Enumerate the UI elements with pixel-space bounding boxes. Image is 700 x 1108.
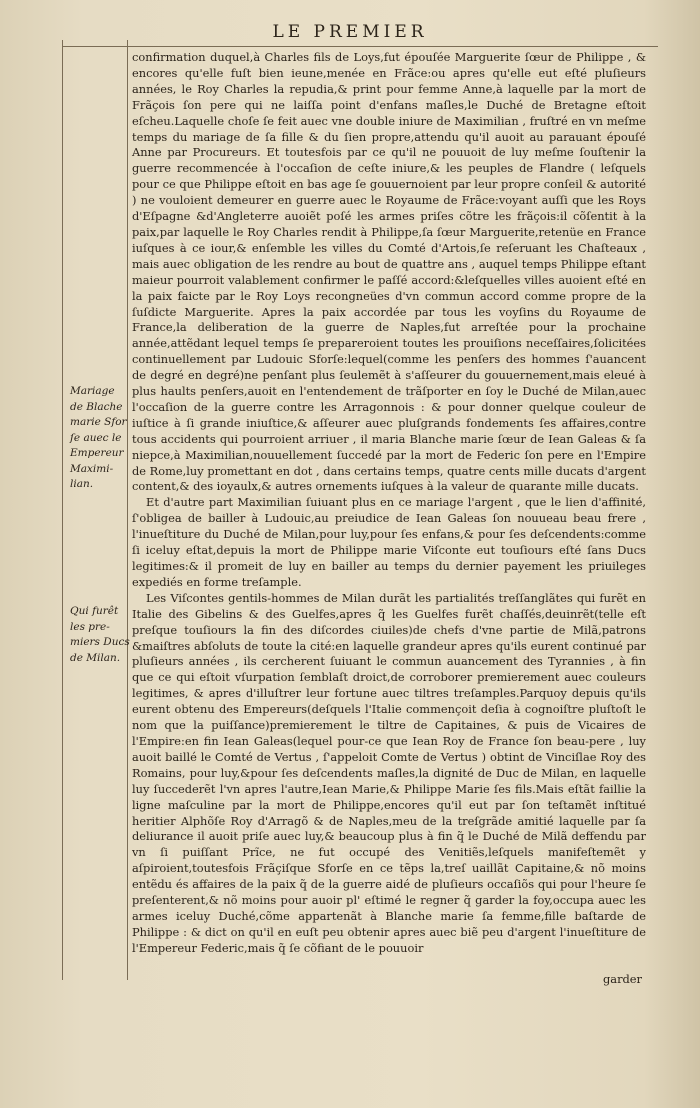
body-text bbox=[132, 50, 646, 957]
margin-rule bbox=[127, 40, 128, 980]
paragraph-2: Et d'autre part Maximilian ſuiuant plus en ce mariage l'argent , que le lien d'affinité, ſ'obligea de bailler à Ludouic,au preiudice de Iean Galeas ſon nouueau beau frere , l'inueſtiture du Duché de Milan,pour luy,pour ſes enfans,& pour ſes deſcendents:comme ſi iceluy eſtat,depuis la mort de Philippe marie Viſconte eut touſiours eſté ſans Ducs legitimes:& il promeit de luy en bailler au temps du dernier payement les priuileges expediés en forme treſample. bbox=[132, 495, 646, 589]
margin-note-dukes: Qui furêt les pre-miers Ducs de Milan. bbox=[70, 605, 130, 664]
running-head: LE PREMIER bbox=[272, 22, 428, 42]
margin-note-marriage: Mariage de Blache marie Sfor ſe auec le Empereur Maximi-lian. bbox=[70, 385, 127, 490]
head-rule bbox=[62, 46, 658, 47]
left-frame-rule bbox=[62, 40, 63, 980]
catchword: garder bbox=[602, 972, 642, 986]
paragraph-1: confirmation duquel,à Charles fils de Loys,fut épouſée Marguerite ſœur de Philippe , & encores qu'elle fuſt bien ieune,menée en Frãce:ou apres qu'elle eut eſté pluſieurs années, le Roy Charles la repudia,& print pour femme Anne,à laquelle par la mort de Frãçois ſon pere qui ne laiſſa point d'enfans maſles,le Duché de Bretagne eſtoit eſcheu.Laquelle choſe ſe feit auec vne double iniure de Maximilian , fruſtré en vn meſme temps du mariage de ſa fille & du ſien propre,attendu qu'il auoit au parauant épouſé Anne par Procureurs. Et toutesfois par ce qu'il ne pouuoit de luy meſme ſouſtenir la guerre recommencée à l'occaſion de ceſte iniure,& les peuples de Flandre ( leſquels pour ce que Philippe eſtoit en bas age ſe gouuernoient par leur propre conſeil & autorité ) ne vouloient demeurer en guerre auec le Royaume de Frãce:voyant auſſi que les Roys d'Eſpagne &d'Angleterre auoiẽt poſé les armes priſes cõtre les frãçois:il cõſentit à la paix,par laquelle le Roy Charles rendit à Philippe,ſa ſœur Marguerite,retenüe en France iuſques à ce iour,& enſemble les villes du Comté d'Artois,ſe reſeruant les Chaſteaux , mais auec obligation de les rendre au bout de quattre ans , auquel temps Philippe eſtant maieur pourroit valablement confirmer le paſſé accord:&leſquelles villes auoient eſté en la paix faicte par le Roy Loys recongneües d'vn commun accord comme propre de la ſuſdicte Marguerite. Apres la paix accordée par tous les voyſins du Royaume de France,la deliberation de la guerre de Naples,fut arreſtée pour la prochaine année,attẽdant lequel temps ſe prepareroient toutes les prouiſions neceſſaires,ſolicitées continuellement par Ludouic Sforſe:lequel(comme les penſers des hommes ſ'auancent de degré en degré)ne penſant plus ſeulemẽt à s'aſſeurer du gouuernement,mais eleué à plus haults penſers,auoit en l'entendement de trãſporter en ſoy le Duché de Milan,auec l'occaſion de la guerre contre les Arragonnois : & pour donner quelque couleur de iuſtice à ſi grande iniuſtice,& aſſeurer auec pluſgrands fondements ſes affaires,contre tous accidents qui pourroient arriuer , il maria Blanche marie ſœur de Iean Galeas & ſa niepce,à Maximilian,nouuellement ſuccedé par la mort de Federic ſon pere en l'Empire de Rome,luy promettant en dot , dans certains temps, quatre cents mille ducats d'argent content,& des ioyaulx,& autres ornements iuſques à la valeur de quarante mille ducats. bbox=[132, 50, 646, 494]
paragraph-3: Les Viſcontes gentils-hommes de Milan durãt les partialités treſſanglãtes qui furẽt en Italie des Gibelins & des Guelfes,apres q̃ les Guelfes furẽt chaſſés,deuinrẽt(telle eſt preſque touſiours la fin des diſcordes ciuiles)de chefs d'vne partie de Milã,patrons &maiſtres abſoluts de toute la cité:en laquelle grandeur apres qu'ils eurent continué par pluſieurs années , ils cercherent ſuiuant le commun auancement des Tyrannies , à fin que ce qui eſtoit vſurpation ſemblaſt droict,de corroborer premierement auec couleurs legitimes, & apres d'illuſtrer leur fortune auec tiltres treſamples.Parquoy depuis qu'ils eurent obtenu des Empereurs(deſquels l'Italie commençoit deſia à cognoiſtre pluſtoſt le nom que la puiſſance)premierement le tiltre de Capitaines, & puis de Vicaires de l'Empire:en fin Iean Galeas(lequel pour-ce que Iean Roy de France ſon beau-pere , luy auoit baillé le Comté de Vertus , ſ'appeloit Comte de Vertus ) obtint de Vinciſlae Roy des Romains, pour luy,&pour ſes deſcendents maſles,la dignité de Duc de Milan, en laquelle luy ſuccederẽt l'vn apres l'autre,Iean Marie,& Philippe Marie ſes fils.Mais eſtãt faillie la ligne maſculine par la mort de Philippe,encores qu'il eut par ſon teſtamẽt inſtitué heritier Alphõſe Roy d'Arragõ & de Naples,meu de la treſgrãde amitié laquelle par ſa deliurance il auoit priſe auec luy,& beaucoup plus à fin q̃ le Duché de Milã deffendu par vn ſi puiſſant Prĩce, ne fut occupé des Venitiẽs,leſquels manifeſtemẽt y aſpiroient,toutesfois Frãçiſque Sforſe en ce tẽps la,treſ uaillãt Capitaine,& nõ moins entẽdu és affaires de la paix q̃ de la guerre aidé de pluſieurs occaſiõs qui pour l'heure ſe preſenterent,& nõ moins pour auoir pl' eſtimé le regner q̃ garder la foy,occupa auec les armes iceluy Duché,cõme appartenãt à Blanche marie ſa femme,fille baſtarde de Philippe : & dict on qu'il en euſt peu obtenir apres auec biẽ peu d'argent l'inueſtiture de l'Empereur Federic,mais q̃ ſe cõfiant de le pouuoir bbox=[132, 590, 646, 955]
